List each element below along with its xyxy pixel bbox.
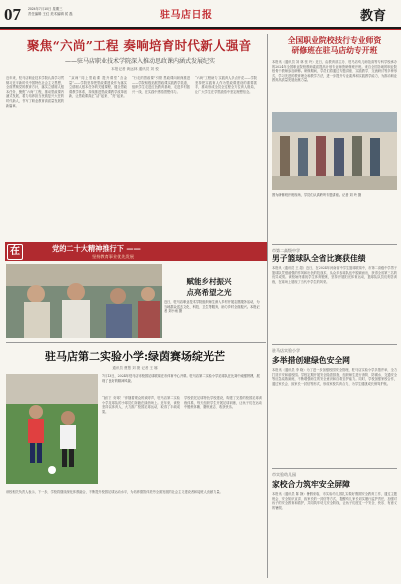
lead-byline: 本报记者 黄远林 通讯员 刘 悦 bbox=[111, 67, 159, 71]
theme-banner-title: 党的二十大精神推行下 —— bbox=[52, 244, 141, 253]
page-number: 07 bbox=[4, 5, 21, 24]
masthead-red-rule bbox=[0, 29, 401, 30]
banner-title-line-1: 赋能乡村振兴 bbox=[186, 277, 232, 286]
kindergarten-body: 本报讯（通讯员 陈 静）暑假来临，市实验幼儿园扎实做好假期安全教育工作，通过主题班会、安全知识宣讲、致家长的一封信等方式，提醒幼儿家长切实履行监护责任，加强对孩子的安全教育和看护，共同筑牢幼儿安全防线，让孩子们度过一个安全、快乐、有意义的暑假。 bbox=[272, 492, 397, 510]
kindergarten-kicker: 市实验幼儿园 bbox=[272, 472, 296, 477]
date-line-1: 2024年7月10日 星期三 bbox=[28, 7, 63, 11]
banner-title-line-2: 点亮希望之光 bbox=[186, 288, 232, 297]
football-photo-image bbox=[6, 374, 98, 484]
football-body-2: 学校依托足球特色学校建设，构建了完善的校园足球训练体系，每天组织学生开展足球训练，让孩子们在运动中锻炼体魄、磨炼意志、收获快乐。 bbox=[184, 396, 262, 410]
column-separator bbox=[267, 34, 268, 578]
divider bbox=[272, 244, 397, 245]
banner-title bbox=[164, 276, 254, 298]
basketball-headline[interactable]: 男子篮球队全省比赛获佳绩 bbox=[272, 254, 366, 263]
divider bbox=[6, 342, 266, 343]
training-headline-1: 全国职业院校技行专业师资 bbox=[287, 36, 382, 45]
training-body: 本报讯（通讯员 刘 林 张 玲）近日，由教育部主办、驻马店幼儿师范高等专科学校承办的2024年全国职业院校教师素质提高计划专业师资研修班开班。来自全国各地的职业院校骨干教师参加研修。研修期间，学员们将通过专题讲座、实践教学、交流研讨等多种形式，学习先进的教育理念和教学方法，进一步提升专业素养和实践教学能力，为推动职业教育高质量发展贡献力量。 bbox=[272, 60, 397, 83]
training-headline-2: 研修班在驻马店幼专开班 bbox=[291, 46, 378, 55]
divider bbox=[272, 468, 397, 469]
football-byline: 通讯员 曹慧 刘 捷 记者 王 娜 bbox=[112, 366, 158, 370]
training-photo-caption: 图为研修班开班现场，学员们认真聆听专题讲座。记者 刘 玲 摄 bbox=[272, 193, 362, 197]
football-body-1: “射门！好球！”伴随着观众的欢呼声，驻马店第二实验小学足球队的小球员们奔跑在绿茵场上。近年来，该校坚持以体育人，大力推广校园足球运动，取得了丰硕成果。 bbox=[102, 396, 180, 414]
football-body-3: 该校相关负责人表示，下一步，学校将继续深化体教融合，不断提升校园足球运动水平，为培养德智体美劳全面发展的社会主义建设者和接班人贡献力量。 bbox=[6, 490, 223, 494]
date-line bbox=[28, 7, 88, 17]
basketball-kicker: 市第二高级中学 bbox=[272, 248, 300, 253]
newspaper-logo: 驻马店日报 bbox=[160, 10, 213, 21]
football-photo bbox=[6, 374, 98, 484]
kindergarten-headline[interactable]: 家校合力筑牢安全屏障 bbox=[272, 480, 350, 489]
safety-headline[interactable]: 多举措创建绿色安全网 bbox=[272, 356, 350, 365]
masthead bbox=[0, 0, 401, 30]
safety-body: 本报讯（通讯员 李 晓）为了进一步加强校园安全管理，驻马店实验小学多措并举，全力打造平安和谐校园。学校定期开展安全隐患排查，组织师生进行消防、防溺水、交通安全等应急疏散演练，不断增强师生的安全意识和自救自护能力。同时，学校加强家校合作，通过家长会、致家长一封信等形式，形成家校共育合力，为学生健康成长保驾护航。 bbox=[272, 368, 397, 386]
football-headline[interactable]: 驻马店第二实验小学:绿茵赛场绽光芒 bbox=[44, 350, 226, 363]
lead-headline[interactable]: 聚焦“六尚”工程 奏响培育时代新人强音 bbox=[27, 38, 252, 53]
safety-kicker: 驻马店实验小学 bbox=[272, 348, 300, 353]
training-headline[interactable] bbox=[272, 36, 397, 56]
lead-column-1: 近年来，驻马店职业技术学院认真学习贯彻习近平新时代中国特色社会主义思想，全面贯彻党的教育方针，落实立德树人根本任务，聚焦“六尚”工程，推动思政课内涵式发展，着力培养担当民族复兴大任的时代新人，书写了职业教育高质量发展的新篇章。 bbox=[6, 76, 64, 108]
training-photo-image bbox=[272, 112, 397, 190]
basketball-body: 本报讯（通讯员 王 超）近日，在2024年河南省中学生篮球联赛中，市第二高级中学男子篮球队凭借顽强的作风和出色的技战术，从众多参赛队伍中脱颖而出，获得全省第三名的优异成绩。该校始终重视学生体育锻炼，坚持开展阳光体育运动，篮球队队员们刻苦训练，在赛场上展现了当代中学生的风采。 bbox=[272, 266, 397, 284]
theme-banner-badge: 在 bbox=[7, 244, 23, 260]
lead-column-3: “行走的思政课”引领 思政课向纵深推进——学院积极拓展思政课实践教学渠道，组织学生走进红色教育基地、走进乡村振兴一线，在实践中感悟思想伟力。 bbox=[132, 76, 190, 94]
section-title: 教育 bbox=[360, 9, 387, 24]
theme-banner-subtitle: 坚持教育事业优先发展 bbox=[92, 254, 134, 259]
rural-revitalization-photo bbox=[6, 264, 162, 338]
divider bbox=[272, 344, 397, 345]
date-line-2: 责任编辑 王红 美术编辑 侯 磊 bbox=[28, 12, 73, 16]
lead-subhead: ——驻马店职业技术学院深入推动思政课内涵式发展纪实 bbox=[64, 58, 215, 65]
football-photo-caption: 7月13日，2024年驻马店市校园足球联赛在市体育中心开幕。驻马店第二实验小学足球队在比赛中顽强拼搏，展现了良好的精神风貌。 bbox=[102, 374, 260, 383]
lead-column-4: “六尚”工程助力 实践育人多点开花——学院坚持把实践育人作为思政课建设的重要抓手，推动形成全员全过程全方位育人格局，让广大学生在学思践悟中坚定理想信念。 bbox=[195, 76, 257, 94]
banner-photo-caption: 近日，驻马店职业技术学院组织师生深入乡村开展志愿服务活动，为当地群众送去文化、科技、卫生等服务，助力乡村全面振兴。本报记者 刘小雨 摄 bbox=[164, 300, 260, 314]
training-photo bbox=[272, 112, 397, 190]
lead-column-2: “双师”同上思政课 提升课堂“含金量”——学院坚持把思政课建设作为落实立德树人根本任务的关键课程，健全思政课教学体系，持续推进思政课教学改革创新，让思政课真正“活”起来、“亮”起来。 bbox=[69, 76, 127, 99]
rural-photo-image bbox=[6, 264, 162, 338]
